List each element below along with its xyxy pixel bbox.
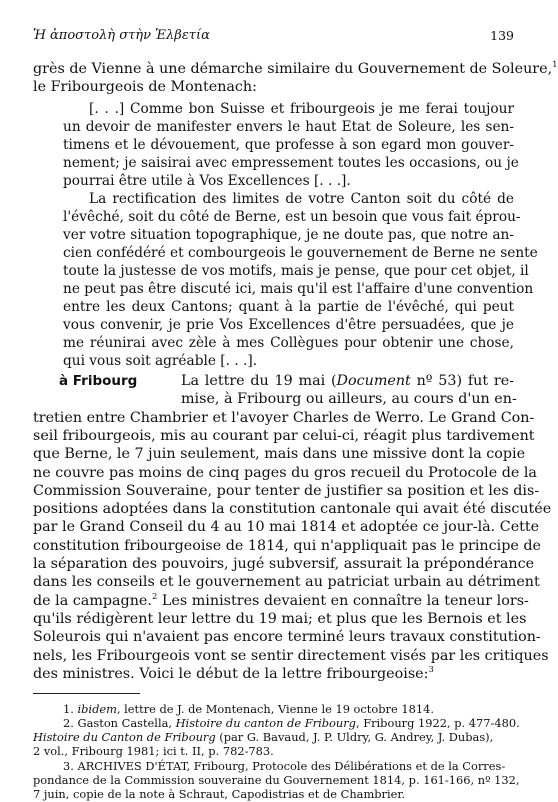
body-line: dans les conseils et le gouvernement au patriciat urbain au détriment bbox=[33, 574, 540, 591]
footnote-ref: 3 bbox=[428, 665, 434, 676]
body-line: tretien entre Chambrier et l'avoyer Charles de Werro. Le Grand Con- bbox=[33, 409, 535, 426]
text-run: Histoire du Canton de Fribourg bbox=[33, 730, 216, 745]
body-line: Commission Souveraine, pour tenter de justifier sa position et les dis- bbox=[33, 482, 540, 499]
text-run: grès de Vienne à une démarche similaire du Gouvernement de Soleure, bbox=[33, 61, 553, 77]
quote-line: un devoir de manifester envers le haut Etat de Soleure, les sen- bbox=[63, 119, 514, 135]
body-line bbox=[33, 665, 514, 684]
footnote-line: 2 vol., Fribourg 1981; ici t. II, p. 782-783. bbox=[33, 744, 274, 759]
footnote-ref: 1 bbox=[552, 60, 558, 71]
body-line: mise, à Fribourg ou ailleurs, au cours d'un en- bbox=[181, 391, 517, 408]
quote-line: toute la justesse de vos motifs, mais je pense, que pour cet objet, il bbox=[63, 263, 529, 279]
quote-line: ne peut pas être discuté ici, mais qu'il est l'affaire d'une convention bbox=[63, 281, 534, 297]
body-line: Soleurois qui n'avaient pas encore terminé leurs travaux constitution- bbox=[33, 629, 541, 646]
quote-line: entre les deux Cantons; quant à la partie de l'évêché, qui peut bbox=[63, 299, 514, 315]
text-run: , Fribourg 1922, p. 477-480. bbox=[355, 716, 520, 730]
body-line: par le Grand Conseil du 4 au 10 mai 1814 et adoptée ce jour-là. Cette bbox=[33, 519, 540, 536]
body-line: la séparation des pouvoirs, jugé subversif, assurait la prépondérance bbox=[33, 556, 535, 572]
body-line: ne couvre pas moins de cinq pages du gros recueil du Protocole de la bbox=[33, 464, 537, 481]
footnote-number: 1. bbox=[63, 701, 74, 716]
body-line: positions adoptées dans la constitution cantonale qui avait été discutée bbox=[33, 501, 552, 518]
quote-line: timens et le dévouement, que professe à son egard mon gouver- bbox=[63, 137, 514, 153]
quote-line: pourrai être utile à Vos Excellences [. . .]. bbox=[63, 173, 351, 189]
footnote-line: pondance de la Commission souveraine du Gouvernement 1814, p. 161-166, nº 132, bbox=[33, 772, 520, 787]
quote-line: l'évêché, soit du côté de Berne, est un besoin que vous fait éprou- bbox=[63, 209, 521, 225]
text-run: ARCHIVES D'ÉTAT, Fribourg, Protocole des Délibérations et de la Corres- bbox=[73, 758, 506, 773]
quote-line: ver votre situation topographique, je ne doute pas, que notre an- bbox=[63, 227, 514, 243]
body-line bbox=[33, 60, 558, 79]
footnote-number: 2. bbox=[63, 716, 74, 730]
text-run: ibidem bbox=[77, 701, 117, 716]
running-title: Ἡ ἀποστολὴ στὴν Ἑλβετία bbox=[33, 28, 210, 43]
section-heading: à Fribourg bbox=[59, 373, 138, 389]
text-run: (par G. Bavaud, J. P. Uldry, G. Andrey, J. Dubas), bbox=[215, 730, 494, 745]
body-line: qu'ils rédigèrent leur lettre du 19 mai; et plus que les Bernois et les bbox=[33, 610, 527, 627]
footnote-rule bbox=[33, 693, 140, 694]
running-head bbox=[33, 28, 514, 48]
text-run: nº 53) fut re- bbox=[410, 373, 515, 389]
quote-line: [. . .] Comme bon Suisse et fribourgeois je me ferai toujour bbox=[89, 101, 514, 117]
footnote-number: 3. bbox=[63, 758, 74, 773]
text-run: Gaston Castella, bbox=[77, 716, 176, 730]
body-line: seil fribourgeois, mis au courant par celui-ci, réagit plus tardivement bbox=[33, 427, 535, 444]
body-line bbox=[33, 591, 529, 611]
quote-line: nement; je saisirai avec empressement toutes les occasions, ou je bbox=[63, 155, 519, 171]
text-run: Histoire du canton de Fribourg bbox=[175, 716, 356, 730]
text-run: La lettre du 19 mai ( bbox=[181, 373, 337, 389]
body-line: que Berne, le 7 juin seulement, mais dans une missive dont la copie bbox=[33, 446, 526, 463]
quote-line: vous convenir, je prie Vos Excellences d'être persuadées, que je bbox=[63, 317, 514, 333]
page-number: 139 bbox=[490, 28, 514, 43]
body-line bbox=[181, 372, 514, 391]
text-run: Les ministres devaient en connaître la teneur lors- bbox=[157, 592, 529, 609]
body-line: le Fribourgeois de Montenach: bbox=[33, 79, 257, 95]
quote-line: me réunirai avec zèle à mes Collègues pour obtenir une chose, bbox=[63, 335, 514, 351]
quote-line: La rectification des limites de votre Canton soit du côté de bbox=[89, 191, 514, 207]
body-line: constitution fribourgeoise de 1814, qui n'appliquait pas le principe de bbox=[33, 537, 541, 554]
footnote-line: 7 juin, copie de la note à Schraut, Capodistrias et de Chambrier. bbox=[33, 787, 406, 801]
quote-line: cien confédéré et combourgeois le gouvernement de Berne ne sente bbox=[63, 245, 538, 261]
document-ref: Document bbox=[336, 373, 411, 389]
quote-line: qui vous soit agréable [. . .]. bbox=[63, 353, 258, 369]
text-run: de la campagne. bbox=[33, 592, 152, 609]
text-run: , lettre de J. de Montenach, Vienne le 19 octobre 1814. bbox=[116, 701, 434, 716]
footnote-ref: 2 bbox=[151, 591, 158, 602]
body-line: nels, les Fribourgeois vont se sentir directement visés par les critiques bbox=[33, 647, 549, 664]
text-run: des ministres. Voici le début de la lettre fribourgeoise: bbox=[33, 665, 429, 682]
